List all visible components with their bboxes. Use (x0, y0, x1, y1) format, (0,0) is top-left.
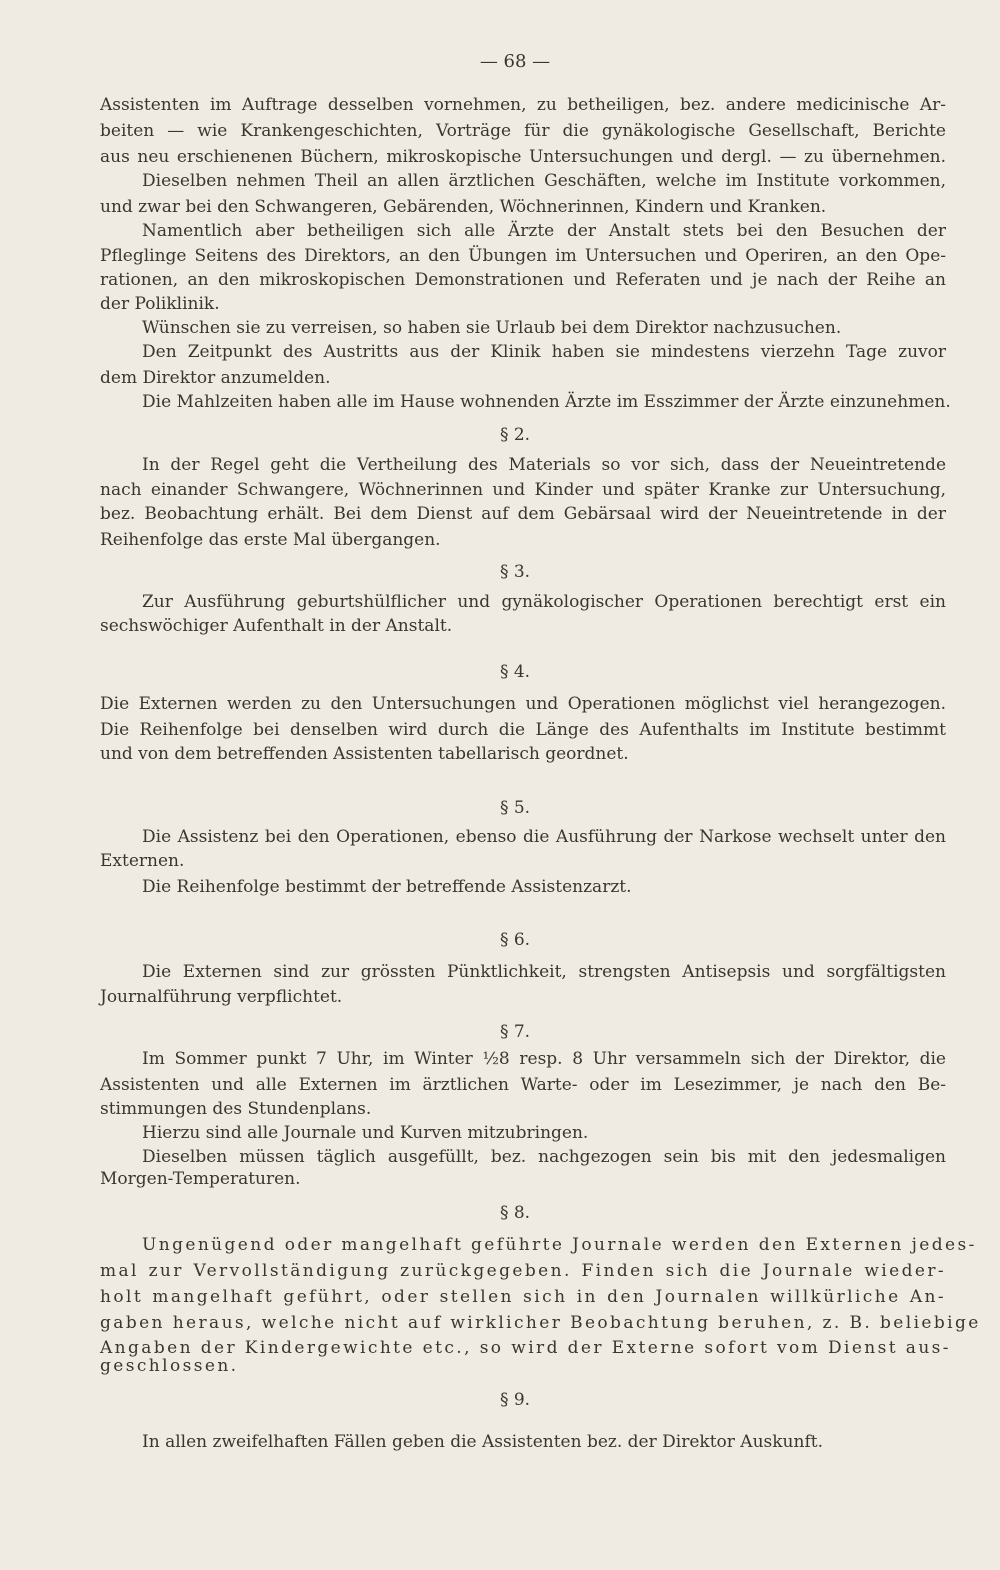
text-line: Hierzu sind alle Journale und Kurven mitzubringen. (142, 1123, 589, 1143)
text-line: Externen. (100, 851, 185, 871)
section-heading: § 8. (499, 1203, 531, 1223)
text-line: Assistenten und alle Externen im ärztlichen Warte- oder im Lesezimmer, je nach den Be- (100, 1075, 946, 1095)
text-line: Namentlich aber betheiligen sich alle Ärzte der Anstalt stets bei den Besuchen der (142, 221, 946, 241)
text-line: Dieselben müssen täglich ausgefüllt, bez. nachgezogen sein bis mit den jedesmaligen (142, 1147, 946, 1167)
text-line: geschlossen. (100, 1356, 239, 1376)
text-line: Wünschen sie zu verreisen, so haben sie Urlaub bei dem Direktor nachzusuchen. (142, 318, 842, 338)
text-line: bez. Beobachtung erhält. Bei dem Dienst auf dem Gebärsaal wird der Neueintretende in der (100, 504, 946, 524)
text-line: Morgen-Temperaturen. (100, 1169, 301, 1189)
section-heading: § 3. (499, 562, 531, 582)
text-line: Dieselben nehmen Theil an allen ärztlichen Geschäften, welche im Institute vorkommen, (142, 171, 946, 191)
section-heading: § 4. (499, 662, 531, 682)
text-line: Die Reihenfolge bei denselben wird durch die Länge des Aufenthalts im Institute bestimmt (100, 720, 946, 740)
text-line: Assistenten im Auftrage desselben vornehmen, zu betheiligen, bez. andere medicinische Ar- (100, 95, 946, 115)
text-line: Die Externen sind zur grössten Pünktlichkeit, strengsten Antisepsis und sorgfältigsten (142, 962, 946, 982)
text-line: und von dem betreffenden Assistenten tabellarisch geordnet. (100, 744, 629, 764)
section-heading: § 9. (499, 1390, 531, 1410)
section-heading: § 5. (499, 798, 531, 818)
text-line: Reihenfolge das erste Mal übergangen. (100, 530, 441, 550)
text-line: gaben heraus, welche nicht auf wirklicher Beobachtung beruhen, z. B. beliebige (100, 1313, 981, 1333)
text-line: beiten — wie Krankengeschichten, Vorträge für die gynäkologische Gesellschaft, Berichte (100, 121, 946, 141)
text-line: Die Reihenfolge bestimmt der betreffende Assistenzarzt. (142, 877, 632, 897)
text-line: Pfleglinge Seitens des Direktors, an den Übungen im Untersuchen und Operiren, an den Ope- (100, 246, 946, 266)
text-line: Im Sommer punkt 7 Uhr, im Winter ½8 resp. 8 Uhr versammeln sich der Direktor, die (142, 1049, 946, 1069)
text-line: Zur Ausführung geburtshülflicher und gynäkologischer Operationen berechtigt erst ein (142, 592, 946, 612)
section-heading: § 6. (499, 930, 531, 950)
text-line: stimmungen des Stundenplans. (100, 1099, 372, 1119)
page-number: — 68 — (479, 51, 551, 72)
text-line: In allen zweifelhaften Fällen geben die Assistenten bez. der Direktor Auskunft. (142, 1432, 823, 1452)
text-line: Den Zeitpunkt des Austritts aus der Klinik haben sie mindestens vierzehn Tage zuvor (142, 342, 946, 362)
section-heading: § 7. (499, 1022, 531, 1042)
text-line: Die Externen werden zu den Untersuchungen und Operationen möglichst viel herangezogen. (100, 694, 946, 714)
text-line: In der Regel geht die Vertheilung des Materials so vor sich, dass der Neueintretende (142, 455, 946, 475)
text-line: mal zur Vervollständigung zurückgegeben. Finden sich die Journale wieder- (100, 1261, 946, 1281)
text-line: aus neu erschienenen Büchern, mikroskopische Untersuchungen und dergl. — zu übernehmen. (100, 147, 946, 167)
text-line: nach einander Schwangere, Wöchnerinnen und Kinder und später Kranke zur Untersuchung, (100, 480, 946, 500)
text-line: Journalführung verpflichtet. (100, 987, 343, 1007)
text-line: Angaben der Kindergewichte etc., so wird der Externe sofort vom Dienst aus- (100, 1338, 951, 1358)
text-line: der Poliklinik. (100, 294, 220, 314)
text-line: rationen, an den mikroskopischen Demonstrationen und Referaten und je nach der Reihe an (100, 270, 946, 290)
text-line: holt mangelhaft geführt, oder stellen sich in den Journalen willkürliche An- (100, 1287, 946, 1307)
text-line: Die Assistenz bei den Operationen, ebenso die Ausführung der Narkose wechselt unter den (142, 827, 946, 847)
section-heading: § 2. (499, 425, 531, 445)
text-line: und zwar bei den Schwangeren, Gebärenden, Wöchnerinnen, Kindern und Kranken. (100, 197, 827, 217)
text-line: dem Direktor anzumelden. (100, 368, 331, 388)
text-line: Ungenügend oder mangelhaft geführte Journale werden den Externen jedes- (142, 1235, 977, 1255)
text-line: Die Mahlzeiten haben alle im Hause wohnenden Ärzte im Esszimmer der Ärzte einzunehmen. (142, 392, 951, 412)
text-line: sechswöchiger Aufenthalt in der Anstalt. (100, 616, 453, 636)
